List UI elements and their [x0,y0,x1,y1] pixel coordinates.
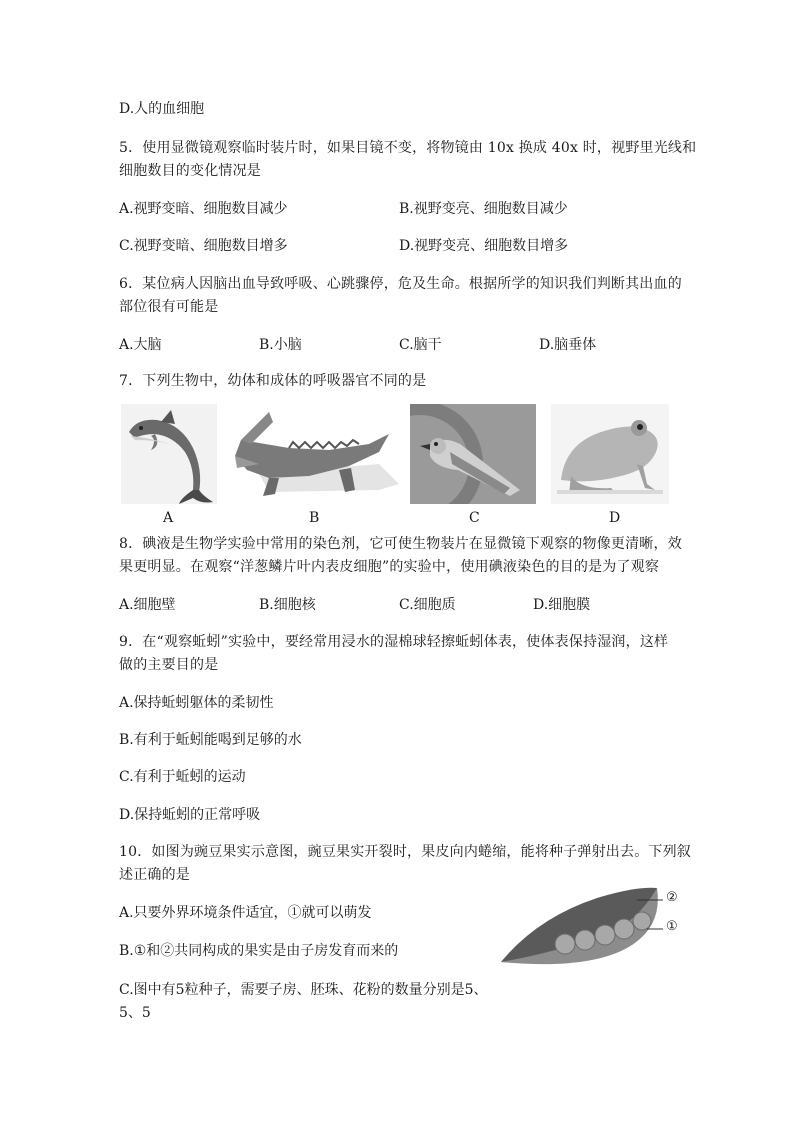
q7-label-c: C [469,510,480,526]
q7-label-d: D [609,510,621,526]
bird-image [410,404,536,504]
q8-option-b: B.细胞核 [259,597,316,613]
crocodile-image [229,404,401,504]
q10-stem-line1: 10．如图为豌豆果实示意图，豌豆果实开裂时，果皮向内蜷缩，能将种子弹射出去。下列叙 [119,844,692,860]
frog-image [551,404,669,504]
q6-option-c: C.脑干 [399,337,442,353]
q9-stem-line2: 做的主要目的是 [119,657,219,673]
q9-option-a: A.保持蚯蚓躯体的柔韧性 [119,695,274,711]
q6-option-b: B.小脑 [259,337,302,353]
q9-option-b: B.有利于蚯蚓能喝到足够的水 [119,732,302,748]
q9-option-d: D.保持蚯蚓的正常呼吸 [119,807,261,823]
q7-stem: 7．下列生物中，幼体和成体的呼吸器官不同的是 [119,373,427,389]
q5-stem-line2: 细胞数目的变化情况是 [119,163,261,179]
q5-option-d: D.视野变亮、细胞数目增多 [399,238,569,254]
q6-stem-line1: 6．某位病人因脑出血导致呼吸、心跳骤停，危及生命。根据所学的知识我们判断其出血的 [119,276,682,292]
q5-stem-line1: 5．使用显微镜观察临时装片时，如果目镜不变，将物镜由 10x 换成 40x 时，视野里光线和 [119,140,697,156]
q10-option-b: B.①和②共同构成的果实是由子房发育而来的 [119,943,399,959]
marker-2: ② [666,890,678,905]
dolphin-image [121,404,217,504]
q10-option-c-line1: C.图中有5粒种子，需要子房、胚珠、花粉的数量分别是5、 [119,982,488,998]
q10-option-a: A.只要外界环境条件适宜，①就可以萌发 [119,905,372,921]
q8-stem-line2: 果更明显。在观察“洋葱鳞片叶内表皮细胞”的实验中，使用碘液染色的目的是为了观察 [119,559,660,575]
q9-stem-line1: 9．在“观察蚯蚓”实验中，要经常用浸水的湿棉球轻擦蚯蚓体表，使体表保持湿润，这样 [119,634,669,650]
q6-stem-line2: 部位很有可能是 [119,299,219,315]
q6-option-d: D.脑垂体 [539,337,597,353]
q5-option-c: C.视野变暗、细胞数目增多 [119,238,288,254]
q8-option-c: C.细胞质 [399,597,456,613]
q7-label-a: A [163,510,174,526]
q10-stem-line2: 述正确的是 [119,867,190,883]
q4-option-d: D.人的血细胞 [119,101,205,117]
q8-option-a: A.细胞壁 [119,597,176,613]
q5-option-b: B.视野变亮、细胞数目减少 [399,201,568,217]
q5-option-a: A.视野变暗、细胞数目减少 [119,201,288,217]
pea-pod-figure [497,878,687,970]
q7-label-b: B [309,510,320,526]
q10-option-c-line2: 5、5 [119,1005,151,1021]
q9-option-c: C.有利于蚯蚓的运动 [119,769,246,785]
q8-stem-line1: 8．碘液是生物学实验中常用的染色剂，它可使生物装片在显微镜下观察的物像更清晰，效 [119,536,682,552]
q8-option-d: D.细胞膜 [533,597,591,613]
marker-1: ① [666,919,678,934]
q6-option-a: A.大脑 [119,337,162,353]
